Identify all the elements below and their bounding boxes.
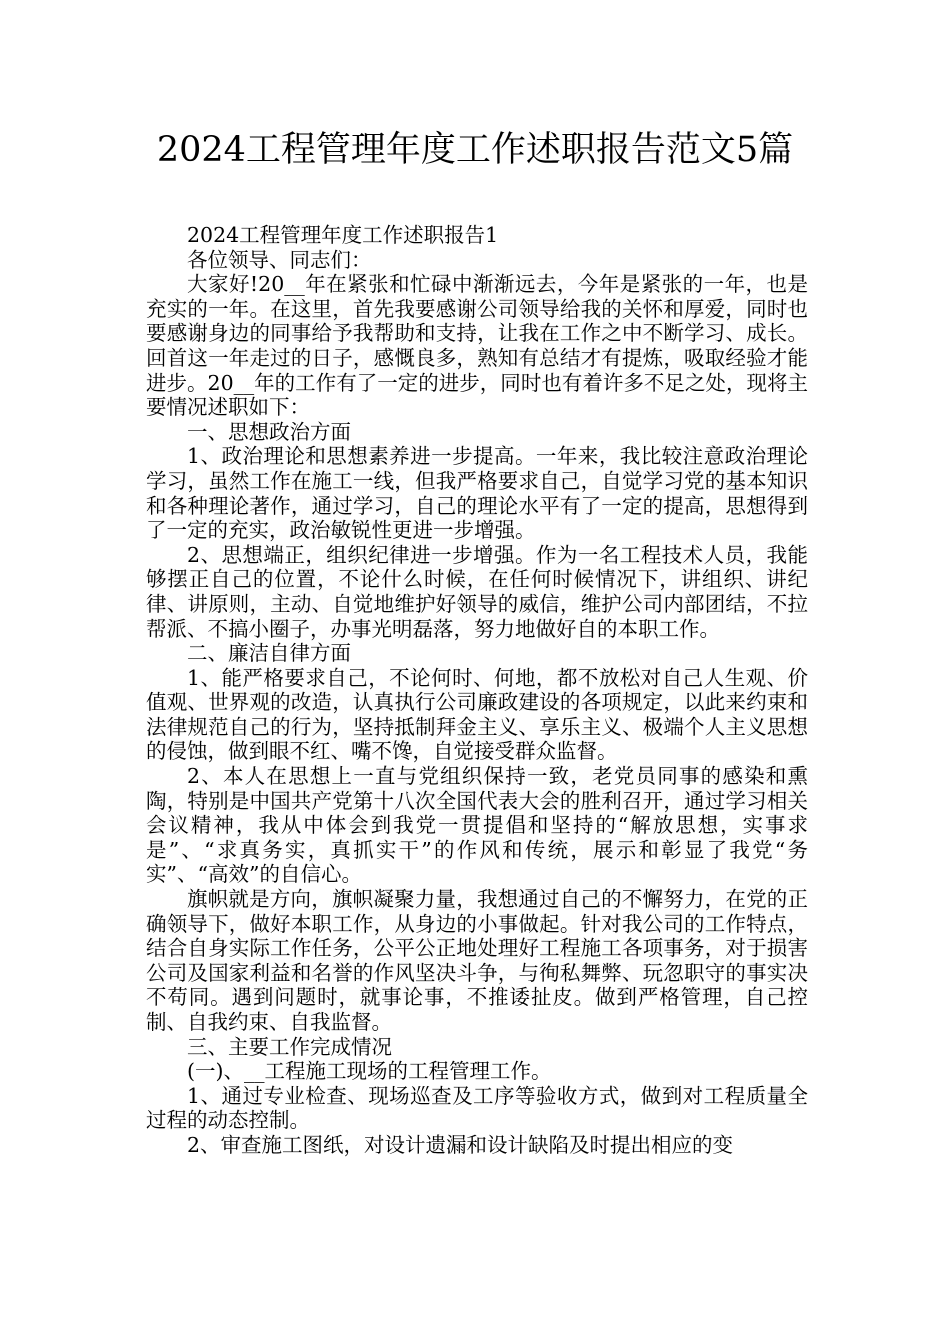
intro-paragraph: 大家好!20__年在紧张和忙碌中渐渐远去，今年是紧张的一年，也是充实的一年。在这里，首先我要感谢公司领导给我的关怀和厚爱，同时也要感谢身边的同事给予我帮助和支持，让我在工作之中不断学习、成长。回首这一年走过的日子，感慨良多，熟知有总结才有提炼，吸取经验才能进步。20__年的工作有了一定的进步，同时也有着许多不足之处，现将主要情况述职如下：: [146, 272, 808, 420]
report-subtitle: 2024工程管理年度工作述职报告1: [187, 223, 499, 247]
paragraph-integrity-1: 1、能严格要求自己，不论何时、何地，都不放松对自己人生观、价值观、世界观的改造，认真执行公司廉政建设的各项规定，以此来约束和法律规范自己的行为，坚持抵制拜金主义、享乐主义、极端个人主义思想的侵蚀，做到眼不红、嘴不馋，自觉接受群众监督。: [146, 665, 808, 764]
paragraph-ideology-1: 1、政治理论和思想素养进一步提高。一年来，我比较注意政治理论学习，虽然工作在施工一线，但我严格要求自己，自觉学习党的基本知识和各种理论著作，通过学习，自己的理论水平有了一定的提高，思想得到了一定的充实，政治敏锐性更进一步增强。: [146, 444, 808, 543]
document-body: [146, 223, 808, 1158]
paragraph-work-1: 1、通过专业检查、现场巡查及工序等验收方式，做到对工程质量全过程的动态控制。: [146, 1083, 808, 1133]
section-heading-ideology: 一、思想政治方面: [187, 419, 351, 444]
paragraph-integrity-2: 2、本人在思想上一直与党组织保持一致，老党员同事的感染和熏陶，特别是中国共产党第十八次全国代表大会的胜利召开，通过学习相关会议精神，我从中体会到我党一贯提倡和坚持的“解放思想，实事求是”、“求真务实，真抓实干”的作风和传统，展示和彰显了我党“务实”、“高效”的自信心。: [146, 764, 808, 887]
paragraph-ideology-2: 2、思想端正，组织纪律进一步增强。作为一名工程技术人员，我能够摆正自己的位置，不论什么时候，在任何时候情况下，讲组织、讲纪律、讲原则，主动、自觉地维护好领导的威信，维护公司内部团结，不拉帮派、不搞小圈子，办事光明磊落，努力地做好自的本职工作。: [146, 542, 808, 641]
section-heading-work: 三、主要工作完成情况: [187, 1034, 392, 1059]
section-heading-integrity: 二、廉洁自律方面: [187, 641, 351, 666]
paragraph-integrity-3: 旗帜就是方向，旗帜凝聚力量，我想通过自己的不懈努力，在党的正确领导下，做好本职工作，从身边的小事做起。针对我公司的工作特点，结合自身实际工作任务，公平公正地处理好工程施工各项事务，对于损害公司及国家利益和名誉的作风坚决斗争，与徇私舞弊、玩忽职守的事实决不苟同。遇到问题时，就事论事，不推诿扯皮。做到严格管理，自己控制、自我约束、自我监督。: [146, 887, 808, 1034]
subsection-heading-site: (一)、__工程施工现场的工程管理工作。: [187, 1059, 552, 1084]
document-title: 2024工程管理年度工作述职报告范文5篇: [156, 130, 794, 170]
salutation: 各位领导、同志们：: [187, 247, 372, 272]
paragraph-work-2: 2、审查施工图纸，对设计遗漏和设计缺陷及时提出相应的变: [187, 1132, 734, 1157]
